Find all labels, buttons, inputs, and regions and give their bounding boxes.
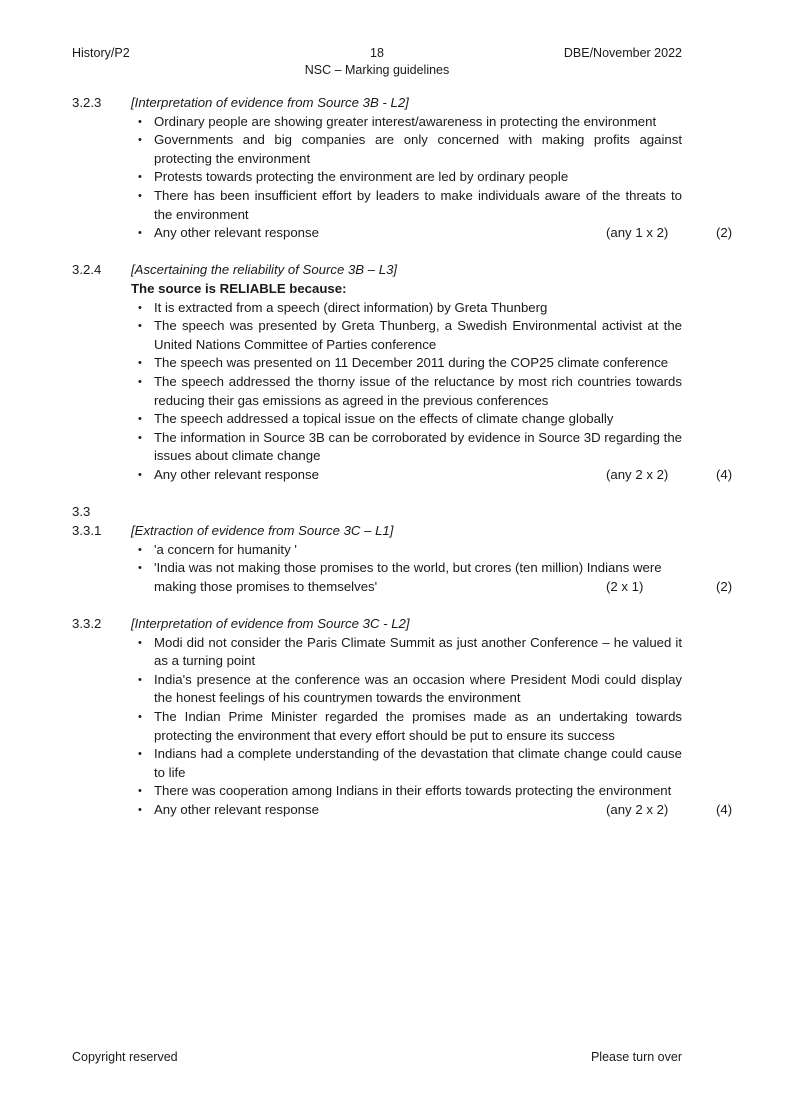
mark-total: (4) <box>716 466 733 482</box>
header-subtitle: NSC – Marking guidelines <box>304 63 450 77</box>
section-number: 3.2.3 <box>72 95 102 110</box>
section-heading <box>72 94 682 113</box>
page-header-row <box>72 45 682 61</box>
answer-bullet: • There has been insufficient effort by leaders to make individuals aware of the threats to the environment <box>72 187 682 224</box>
answer-bullet: • It is extracted from a speech (direct information) by Greta Thunberg <box>72 299 682 318</box>
mark-row: • Any other relevant response (any 2 x 2) (4) <box>154 466 682 485</box>
section-3-3-1 <box>72 522 733 596</box>
footer-turn-notice: Please turn over <box>590 1050 682 1064</box>
section-bold-lead: The source is RELIABLE because: <box>131 280 347 296</box>
section-heading <box>72 615 682 634</box>
mark-allocation: (any 2 x 2) <box>606 466 669 482</box>
section-title: [Ascertaining the reliability of Source 3B – L3] <box>131 262 398 278</box>
section-heading <box>72 261 682 280</box>
answer-bullet: • The speech addressed the thorny issue of the reluctance by most rich countries towards reducing their gas emissions as agreed in the previous conferences <box>72 373 682 410</box>
mark-allocation: (2 x 1) <box>606 578 644 594</box>
mark-total: (4) <box>716 801 733 817</box>
answer-bullet: • The speech was presented on 11 December 2011 during the COP25 climate conference <box>72 354 682 373</box>
section-spacer <box>72 596 682 615</box>
section-spacer <box>72 484 682 503</box>
answer-bullet-list <box>72 113 733 243</box>
answer-bullet <box>72 466 733 485</box>
answer-bullet: • The information in Source 3B can be corroborated by evidence in Source 3D regarding the issues about climate change <box>72 429 682 466</box>
page-header <box>72 45 682 77</box>
header-subject: History/P2 <box>72 46 130 60</box>
answer-bullet: • Indians had a complete understanding of the devastation that climate change could cause to life <box>72 745 682 782</box>
section-3-2-3 <box>72 94 733 243</box>
header-exam-body: DBE/November 2022 <box>563 46 682 60</box>
mark-row: • Any other relevant response (any 1 x 2) (2) <box>154 224 682 243</box>
section-spacer <box>72 243 682 262</box>
mark-total: (2) <box>716 225 733 241</box>
mark-allocation: (any 1 x 2) <box>606 225 669 241</box>
section-heading <box>72 522 682 541</box>
answer-bullet <box>72 801 733 820</box>
section-3-2-4 <box>72 261 733 484</box>
answer-bullet: • 'a concern for humanity ' <box>72 541 682 560</box>
mark-row: • Any other relevant response (any 2 x 2) (4) <box>154 801 682 820</box>
section-title: [Interpretation of evidence from Source 3B - L2] <box>131 95 409 110</box>
answer-bullet-list <box>72 541 733 597</box>
footer-copyright: Copyright reserved <box>72 1050 178 1064</box>
answer-bullet: • Ordinary people are showing greater interest/awareness in protecting the environment <box>72 113 682 132</box>
header-page-number: 18 <box>370 46 384 60</box>
answer-bullet: • Protests towards protecting the environment are led by ordinary people <box>72 168 682 187</box>
mark-allocation: (any 2 x 2) <box>606 801 669 817</box>
section-3-3 <box>72 503 682 522</box>
section-number: 3.3 <box>72 504 91 520</box>
section-3-3-2 <box>72 615 733 820</box>
answer-bullet-list <box>72 299 733 485</box>
section-title: [Extraction of evidence from Source 3C – L1] <box>131 523 394 539</box>
answer-bullet: • 'India was not making those promises to the world, but crores (ten million) Indians were making those promises to themselves' (2 x 1) (2) <box>72 559 682 596</box>
section-title: [Interpretation of evidence from Source 3C - L2] <box>131 616 410 632</box>
section-heading <box>72 503 682 522</box>
answer-bullet: • Modi did not consider the Paris Climate Summit as just another Conference – he valued it as a turning point <box>72 634 682 671</box>
answer-bullet <box>72 224 733 243</box>
section-number: 3.3.2 <box>72 616 102 632</box>
answer-bullet: • There was cooperation among Indians in their efforts towards protecting the environment <box>72 782 682 801</box>
answer-bullet-list <box>72 634 733 820</box>
mark-total: (2) <box>716 578 733 594</box>
marking-guidelines-content <box>72 94 733 820</box>
answer-bullet: • The Indian Prime Minister regarded the promises made as an undertaking towards protecting the environment that every effort should be put to ensure its success <box>72 708 682 745</box>
answer-bullet: • The speech was presented by Greta Thunberg, a Swedish Environmental activist at the United Nations Committee of Parties conference <box>72 317 682 354</box>
answer-bullet: • India's presence at the conference was an occasion where President Modi could display the honest feelings of his countrymen towards the environment <box>72 671 682 708</box>
section-number: 3.3.1 <box>72 523 102 539</box>
section-number: 3.2.4 <box>72 262 102 278</box>
answer-bullet: • Governments and big companies are only concerned with making profits against protecting the environment <box>72 131 682 168</box>
answer-bullet: • The speech addressed a topical issue on the effects of climate change globally <box>72 410 682 429</box>
